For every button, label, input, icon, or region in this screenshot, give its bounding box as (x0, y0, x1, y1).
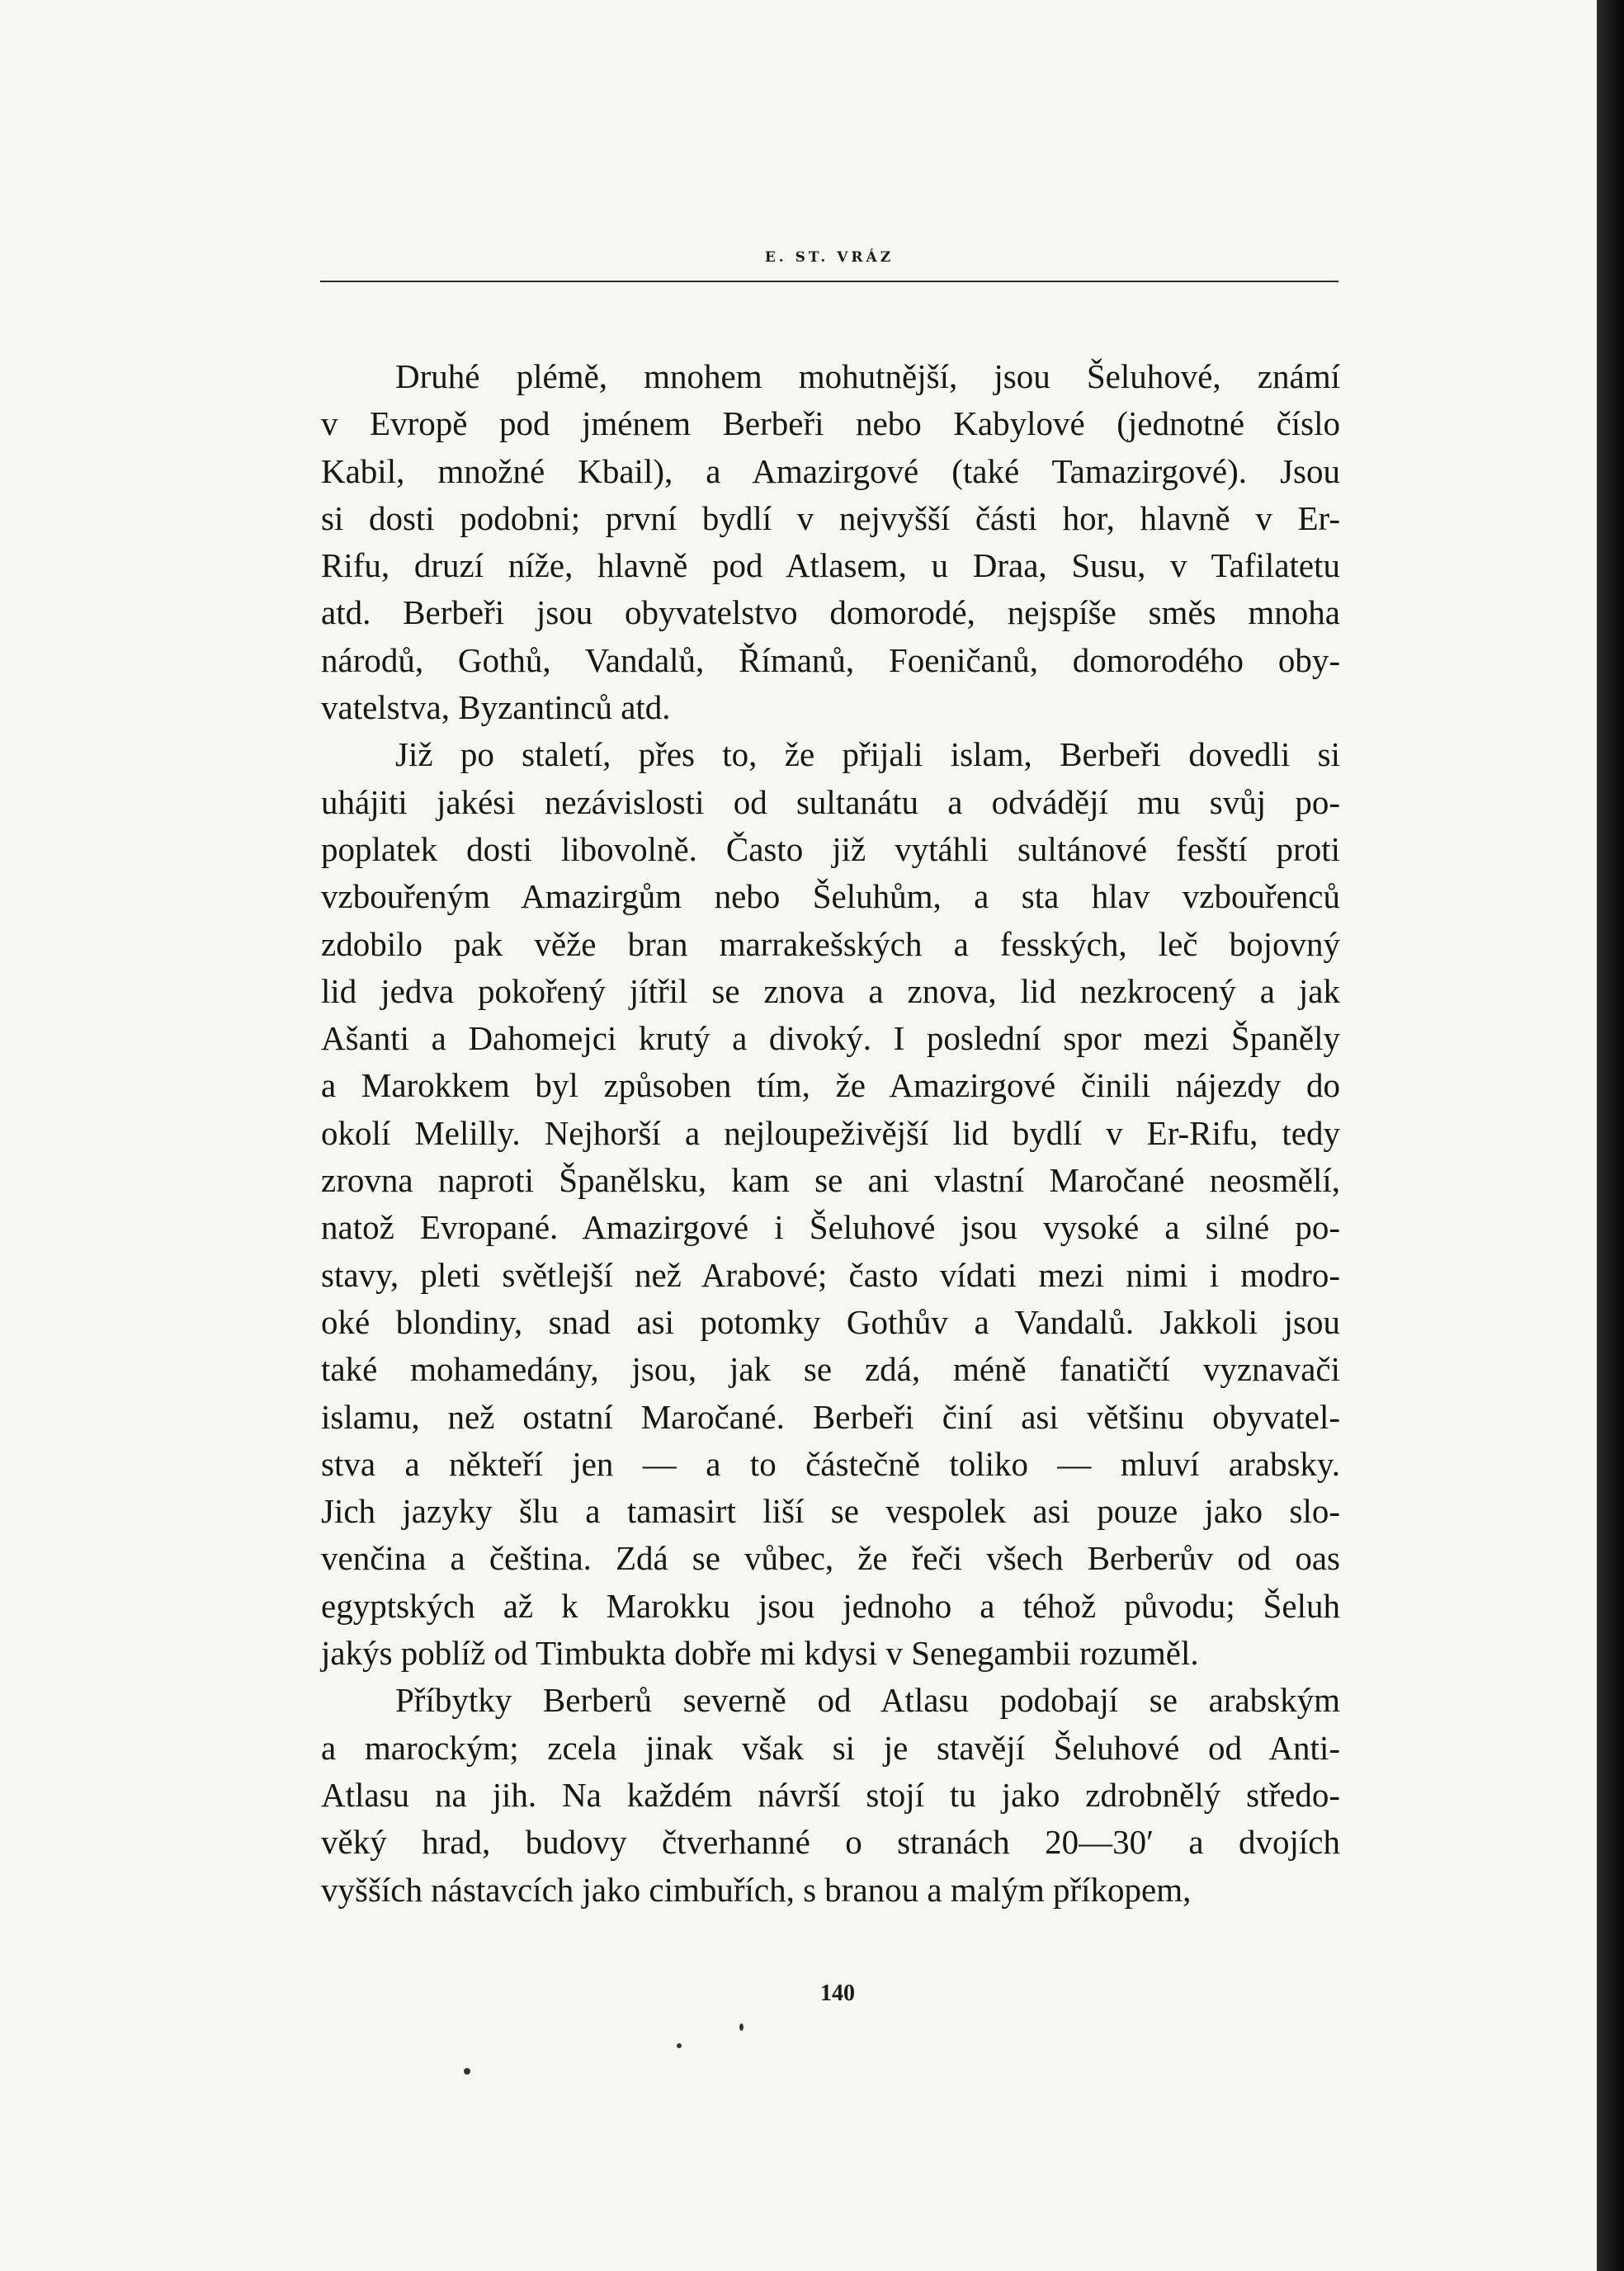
text-line: si dosti podobni; první bydlí v nejvyšší části hor, hlavně v Er- (321, 498, 1340, 537)
header-rule (320, 281, 1338, 282)
running-head: E. ST. VRÁZ (764, 249, 895, 266)
text-line: národů, Gothů, Vandalů, Římanů, Foeničanů, domorodého oby- (321, 640, 1340, 679)
text-line: poplatek dosti libovolně. Často již vytáhli sultánové fesští proti (321, 829, 1340, 868)
text-line: zrovna naproti Španělsku, kam se ani vlastní Maročané neosmělí, (321, 1161, 1340, 1200)
text-line: Druhé plémě, mnohem mohutnější, jsou Šeluhové, známí (395, 357, 1340, 395)
text-line: v Evropě pod jménem Berbeři nebo Kabylové (jednotné číslo (321, 404, 1340, 443)
text-line: a marockým; zcela jinak však si je stavějí Šeluhové od Anti- (321, 1728, 1340, 1767)
body-text (321, 353, 1340, 1914)
text-line: atd. Berbeři jsou obyvatelstvo domorodé, nejspíše směs mnoha (321, 593, 1340, 632)
text-line: okolí Melilly. Nejhorší a nejloupeživější lid bydlí v Er-Rifu, tedy (321, 1113, 1340, 1152)
text-line: Ašanti a Dahomejci krutý a divoký. I poslední spor mezi Španěly (321, 1019, 1340, 1058)
text-line: vyšších nástavcích jako cimbuřích, s branou a malým příkopem, (321, 1870, 1192, 1909)
text-line: zdobilo pak věže bran marrakešských a fesských, leč bojovný (321, 924, 1340, 963)
text-line: Atlasu na jih. Na každém návrší stojí tu jako zdrobnělý středo- (321, 1775, 1340, 1814)
text-line: stavy, pleti světlejší než Arabové; často vídati mezi nimi i modro- (321, 1255, 1340, 1294)
text-line: věký hrad, budovy čtverhanné o stranách 20—30′ a dvojích (321, 1823, 1340, 1862)
page-edge-shadow (1597, 0, 1624, 2271)
scan-speck (677, 2043, 682, 2048)
text-line: Jich jazyky šlu a tamasirt liší se vespolek asi pouze jako slo- (321, 1492, 1340, 1531)
text-line: lid jedva pokořený jítřil se znova a znova, lid nezkrocený a jak (321, 971, 1340, 1010)
text-line: vzbouřeným Amazirgům nebo Šeluhům, a sta hlav vzbouřenců (321, 877, 1340, 916)
paragraph-2 (321, 731, 1340, 1677)
text-line: vatelstva, Byzantinců atd. (321, 688, 671, 727)
text-line: a Marokkem byl způsoben tím, že Amazirgové činili nájezdy do (321, 1066, 1340, 1105)
text-line: oké blondiny, snad asi potomky Gothův a Vandalů. Jakkoli jsou (321, 1302, 1340, 1341)
scan-speck (739, 2023, 744, 2031)
text-line: jakýs poblíž od Timbukta dobře mi kdysi v Senegambii rozuměl. (321, 1634, 1199, 1673)
page-number: 140 (820, 1981, 855, 2006)
text-line: také mohamedány, jsou, jak se zdá, méně fanatičtí vyznavači (321, 1350, 1340, 1389)
text-line: Kabil, množné Kbail), a Amazirgové (také Tamazirgové). Jsou (321, 451, 1340, 490)
text-line: uhájiti jakési nezávislosti od sultanátu a odvádějí mu svůj po- (321, 782, 1340, 821)
scan-speck (464, 2068, 470, 2075)
paragraph-3 (321, 1677, 1340, 1913)
text-line: Rifu, druzí níže, hlavně pod Atlasem, u Draa, Susu, v Tafilatetu (321, 546, 1340, 585)
text-line: Příbytky Berberů severně od Atlasu podobají se arabským (395, 1681, 1340, 1720)
paragraph-1 (321, 353, 1340, 731)
text-line: Již po staletí, přes to, že přijali islam, Berbeři dovedli si (395, 735, 1340, 774)
text-line: natož Evropané. Amazirgové i Šeluhové jsou vysoké a silné po- (321, 1208, 1340, 1247)
text-line: egyptských až k Marokku jsou jednoho a téhož původu; Šeluh (321, 1586, 1340, 1625)
text-line: islamu, než ostatní Maročané. Berbeři činí asi většinu obyvatel- (321, 1397, 1340, 1436)
text-line: venčina a čeština. Zdá se vůbec, že řeči všech Berberův od oas (321, 1539, 1340, 1578)
text-line: stva a někteří jen — a to částečně toliko — mluví arabsky. (321, 1444, 1340, 1483)
